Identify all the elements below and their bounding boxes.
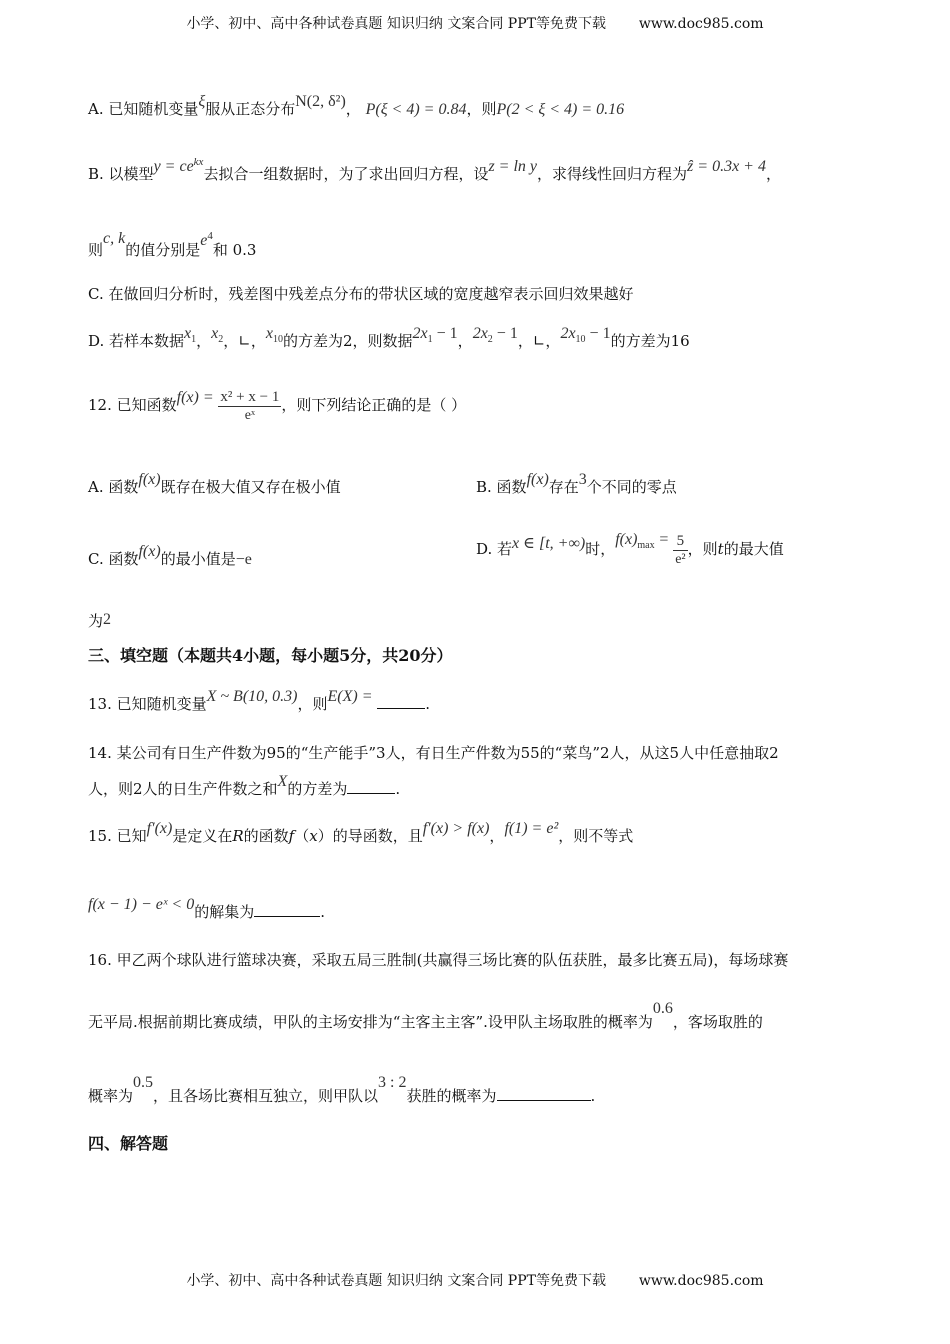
page-footer [0,1270,950,1290]
math: ẑ = 0.3x + 4 [687,158,766,175]
math: − 1 [585,325,611,342]
text: 时， [585,540,616,558]
math: −e [235,551,252,568]
math: ξ [198,93,206,110]
q12-option-d [476,527,784,578]
text: 的最大值 [723,540,784,558]
text: ，则下列结论正确的是（ ） [281,396,467,414]
text: 12. 已知函数 [88,396,177,414]
text: ， [345,100,361,118]
text: 概率为 [88,1087,134,1105]
section-title-answer [88,1134,168,1154]
math: f′(x) [146,820,173,837]
text: 人，则2人的日生产件数之和 [88,780,278,798]
text: ， [489,827,505,845]
math: f(x) [526,471,549,488]
math: P(2 < ξ < 4) = 0.16 [496,101,625,118]
text: . [590,1087,596,1105]
text: 16. 甲乙两个球队进行篮球决赛，采取五局三胜制(共赢得三场比赛的队伍获胜，最多比赛五局)，每场球赛 [88,951,789,969]
math: f(x) [138,471,161,488]
text: 的函数 [243,827,289,845]
text: ，则 [466,100,497,118]
math: max [637,540,655,551]
text: 既存在极大值又存在极小值 [160,478,341,496]
text: A. 函数 [88,478,139,496]
text: 无平局.根据前期比赛成绩，甲队的主场安排为“主客主主客”.设甲队主场取胜的概率为 [88,1013,653,1031]
text: 去拟合一组数据时，为了求出回归方程，设 [203,165,489,183]
text: 14. 某公司有日生产件数为95的“生产能手”3人，有日生产件数为55的“菜鸟”2人，从这5人中任意抽取2 [88,744,779,762]
math: z = ln y [488,158,538,175]
q16-line3 [88,1074,596,1107]
q11-option-a [88,93,625,120]
text: ，则 [297,695,328,713]
q14-line2 [88,773,401,800]
q16-line1 [88,950,788,970]
q12-option-d-cont [88,611,111,632]
text: 是定义在 [172,827,233,845]
math: f(x) = [176,389,214,406]
text: . [395,780,401,798]
q11-option-b-cont [88,230,257,261]
math: 1 [427,334,433,345]
text: 的方差为 [287,780,348,798]
text: 的最小值是 [160,550,236,568]
math: kx [193,156,204,168]
math: = [659,531,669,548]
denominator: eˣ [218,406,281,425]
math: x [184,325,192,342]
answer-blank[interactable] [497,1086,591,1101]
math: x [211,325,219,342]
math: X ~ B(10, 0.3) [206,688,298,705]
page-header [0,13,950,33]
answer-blank[interactable] [347,779,395,794]
q13 [88,688,431,715]
math: f [288,827,295,845]
footer-text: 小学、初中、高中各种试卷真题 知识归纳 文案合同 PPT等免费下载 [186,1273,606,1289]
q14-line1 [88,743,779,763]
text: 的方差为16 [610,332,690,350]
answer-blank[interactable] [254,902,320,917]
ellipsis: ∟ [238,332,251,350]
section-title-fill-in [88,646,453,666]
text: 三、填空题（本题共4小题，每小题5分，共20分） [88,646,453,665]
q11-option-c [88,284,633,304]
math: 2x [560,325,576,342]
text: 的值分别是 [125,241,201,259]
numerator: 5 [676,532,685,549]
text: ，则 [687,540,718,558]
numerator: x² + x − 1 [220,388,280,405]
text: 存在 [548,478,579,496]
math: 2x [472,325,488,342]
header-text: 小学、初中、高中各种试卷真题 知识归纳 文案合同 PPT等免费下载 [186,16,606,32]
text: ， [765,165,781,183]
q11-option-b [88,156,781,185]
math: 0.5 [133,1074,154,1091]
text: ）的导函数，且 [317,827,423,845]
math: R [232,827,244,845]
text: 和 0.3 [212,241,257,259]
math: N(2, δ²) [295,93,346,110]
text: A. 已知随机变量 [88,100,199,118]
text: 的方差为2，则数据 [282,332,413,350]
text: 为 [88,612,104,630]
text: ，求得线性回归方程为 [537,165,688,183]
q12-option-c [88,543,252,570]
fraction [673,532,687,569]
math: f(1) = e² [504,820,559,837]
text: ，客场取胜的 [672,1013,763,1031]
text: C. 函数 [88,550,139,568]
text: ，且各场比赛相互独立，则甲队以 [153,1087,379,1105]
text: 获胜的概率为 [406,1087,497,1105]
math: 1 [191,334,197,345]
q12-stem [88,383,466,428]
math: f′(x) > f(x) [422,820,490,837]
q16-line2 [88,1000,763,1033]
text: 服从正态分布 [205,100,296,118]
math: 2x [412,325,428,342]
math: 2 [103,611,112,628]
math: f(x − 1) − eˣ < 0 [88,896,195,913]
text: . [320,903,326,921]
math: 0.6 [652,1000,673,1017]
q15-line2 [88,896,326,923]
answer-blank[interactable] [377,694,425,709]
q12-option-a [88,471,341,498]
math: 2 [218,334,224,345]
text: C. 在做回归分析时，残差图中残差点分布的带状区域的宽度越窄表示回归效果越好 [88,285,634,303]
math: − 1 [432,325,458,342]
text: B. 函数 [476,478,527,496]
text: D. 若 [476,540,513,558]
math: e [200,232,208,249]
math: 3 [578,471,587,488]
q15-line1 [88,820,634,847]
math: P(ξ < 4) = 0.84 [365,101,467,118]
text: 13. 已知随机变量 [88,695,207,713]
text: 则 [88,241,104,259]
math: x ∈ [t, +∞) [512,535,586,552]
math: x [265,325,273,342]
fraction [218,388,281,425]
math: − 1 [492,325,518,342]
math: 3 : 2 [378,1074,407,1091]
math: X [277,773,288,790]
footer-url[interactable]: www.doc985.com [638,1273,764,1289]
math: 10 [575,334,586,345]
math: f(x) [615,531,638,548]
text: . [425,695,431,713]
math: 4 [207,230,213,242]
text: 15. 已知 [88,827,147,845]
math: c, k [103,230,126,247]
text: （ [294,827,310,845]
math: x [309,827,318,845]
text: 四、解答题 [88,1134,169,1153]
q11-option-d: D. 若样本数据$x_1$，$x_2$，∟，$x_{10}$的方差为2，则数据$2x_1 - 1$，$2x_2 - 1$，∟，$2x_{10} - 1$的方差为16 [88,325,690,350]
math: f(x) [138,543,161,560]
header-url[interactable]: www.doc985.com [638,16,764,32]
text: 个不同的零点 [586,478,677,496]
text: D. 若样本数据 [88,332,185,350]
ellipsis: ∟ [532,332,546,350]
math: E(X) = [327,688,373,705]
denominator: e² [675,551,686,567]
text: ，则不等式 [558,827,634,845]
text: B. 以模型 [88,165,154,183]
math: y = ce [153,158,194,175]
math: 10 [272,334,283,345]
math: t [717,540,724,558]
q12-option-b [476,471,677,498]
text: 的解集为 [194,903,255,921]
math: 2 [487,334,493,345]
